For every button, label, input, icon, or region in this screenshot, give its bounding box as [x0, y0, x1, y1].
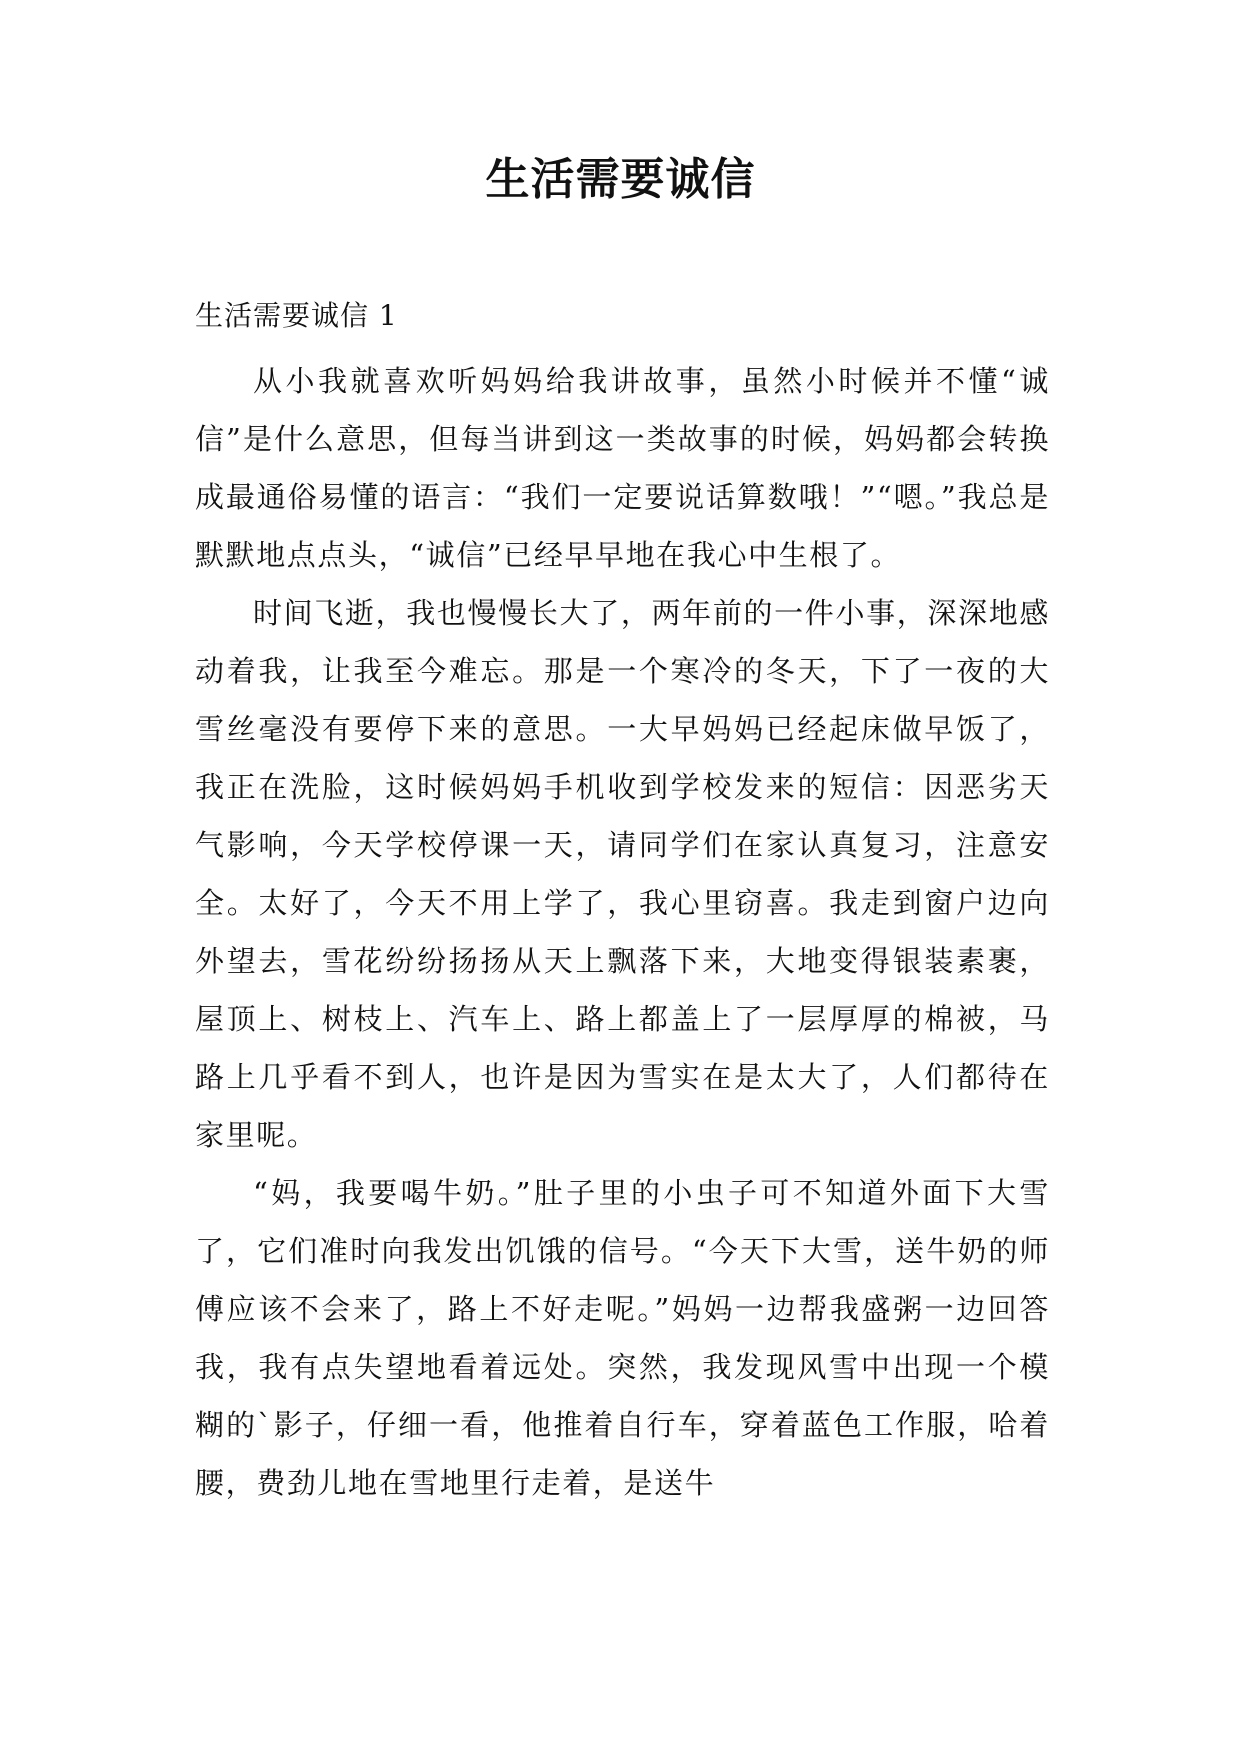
- document-body: [195, 352, 1050, 1512]
- paragraph: 从小我就喜欢听妈妈给我讲故事，虽然小时候并不懂“诚信”是什么意思，但每当讲到这一类故事的时候，妈妈都会转换成最通俗易懂的语言：“我们一定要说话算数哦！”“嗯。”我总是默默地点点头，“诚信”已经早早地在我心中生根了。: [195, 364, 1050, 572]
- paragraph: “妈，我要喝牛奶。”肚子里的小虫子可不知道外面下大雪了，它们准时向我发出饥饿的信号。“今天下大雪，送牛奶的师傅应该不会来了，路上不好走呢。”妈妈一边帮我盛粥一边回答我，我有点失望地看着远处。突然，我发现风雪中出现一个模糊的`影子，仔细一看，他推着自行车，穿着蓝色工作服，哈着腰，费劲儿地在雪地里行走着，是送牛: [195, 1176, 1050, 1500]
- document-title: 生活需要诚信: [485, 154, 756, 205]
- paragraph: 时间飞逝，我也慢慢长大了，两年前的一件小事，深深地感动着我，让我至今难忘。那是一个寒冷的冬天，下了一夜的大雪丝毫没有要停下来的意思。一大早妈妈已经起床做早饭了，我正在洗脸，这时候妈妈手机收到学校发来的短信：因恶劣天气影响，今天学校停课一天，请同学们在家认真复习，注意安全。太好了，今天不用上学了，我心里窃喜。我走到窗户边向外望去，雪花纷纷扬扬从天上飘落下来，大地变得银装素裹，屋顶上、树枝上、汽车上、路上都盖上了一层厚厚的棉被，马路上几乎看不到人，也许是因为雪实在是太大了，人们都待在家里呢。: [195, 596, 1050, 1152]
- section-title: 生活需要诚信 1: [195, 299, 398, 332]
